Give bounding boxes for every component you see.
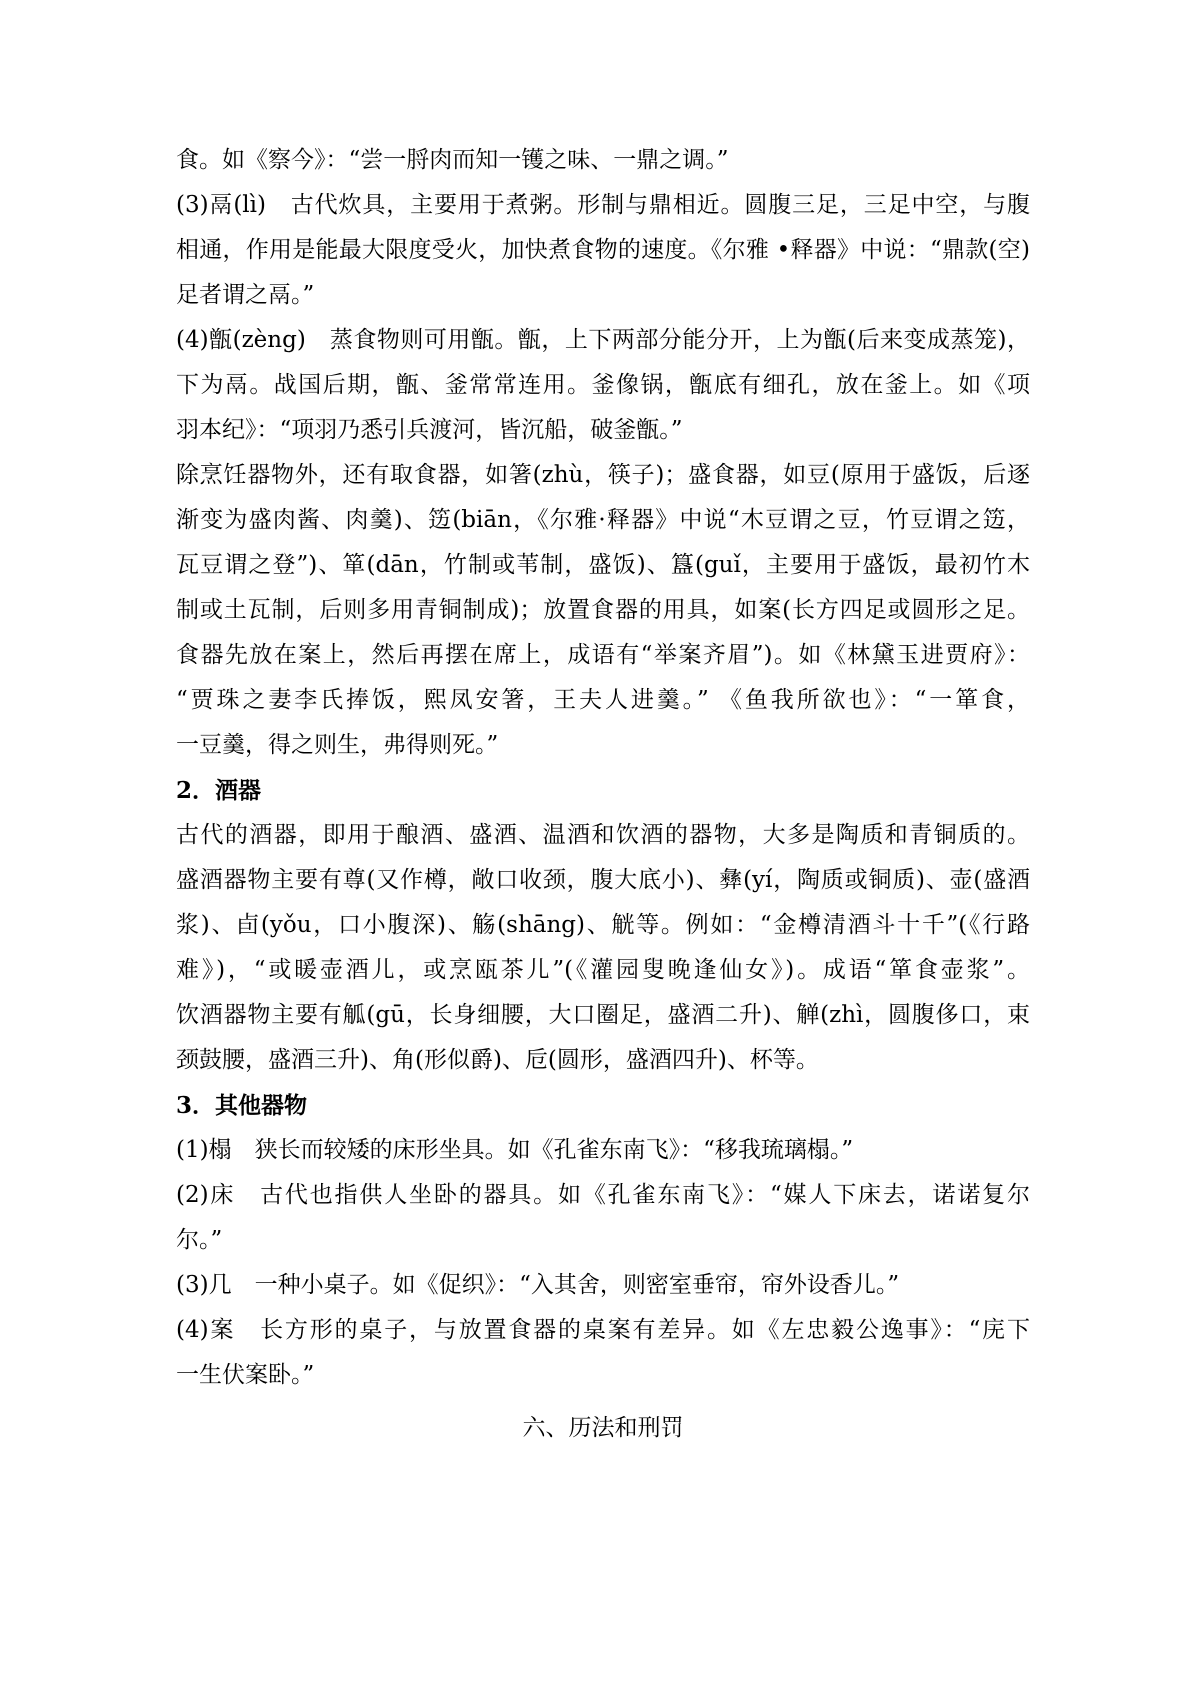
text-line: (4)案 长方形的桌子，与放置食器的桌案有差异。如《左忠毅公逸事》：“庑下 [176, 1317, 1030, 1343]
text-line: 食器先放在案上，然后再摆在席上，成语有“举案齐眉”)。如《林黛玉进贾府》： [176, 642, 1030, 668]
text-line: 渐变为盛肉酱、肉羹)、笾(biān，《尔雅·释器》中说“木豆谓之豆，竹豆谓之笾， [176, 507, 1030, 533]
chapter-heading: 六、历法和刑罚 [522, 1415, 684, 1441]
text-line: 尔。” [176, 1227, 223, 1253]
text-line: (4)甑(zèng) 蒸食物则可用甑。甑，上下两部分能分开，上为甑(后来变成蒸笼)， [176, 327, 1030, 353]
text-line: (2)床 古代也指供人坐卧的器具。如《孔雀东南飞》：“媒人下床去，诺诺复尔 [176, 1182, 1030, 1208]
text-line: 一生伏案卧。” [176, 1362, 315, 1388]
text-line: 古代的酒器，即用于酿酒、盛酒、温酒和饮酒的器物，大多是陶质和青铜质的。 [176, 822, 1030, 848]
text-line: 羽本纪》：“项羽乃悉引兵渡河，皆沉船，破釜甑。” [176, 417, 683, 443]
section-heading: 2．酒器 [176, 777, 262, 804]
text-line: (3)鬲(lì) 古代炊具，主要用于煮粥。形制与鼎相近。圆腹三足，三足中空，与腹 [176, 192, 1030, 218]
text-line: (1)榻 狭长而较矮的床形坐具。如《孔雀东南飞》：“移我琉璃榻。” [176, 1137, 854, 1163]
text-line: 颈鼓腰，盛酒三升)、角(形似爵)、卮(圆形，盛酒四升)、杯等。 [176, 1047, 819, 1073]
text-line: (3)几 一种小桌子。如《促织》：“入其舍，则密室垂帘，帘外设香儿。” [176, 1272, 900, 1298]
text-line: 浆)、卣(yǒu，口小腹深)、觞(shāng)、觥等。例如：“金樽清酒斗十千”(《行路 [176, 912, 1030, 938]
document-body [176, 138, 1030, 1451]
text-line: 难》)，“或暖壶酒儿，或烹瓯茶儿”(《灌园叟晚逢仙女》)。成语“箪食壶浆”。 [176, 957, 1030, 983]
text-line: 瓦豆谓之登”)、箪(dān，竹制或苇制，盛饭)、簋(guǐ，主要用于盛饭，最初竹木 [176, 552, 1030, 578]
text-line: 相通，作用是能最大限度受火，加快煮食物的速度。《尔雅 •释器》中说：“鼎款(空) [176, 237, 1030, 263]
text-line: “贾珠之妻李氏捧饭，熙凤安箸，王夫人进羹。” 《鱼我所欲也》：“一箪食， [176, 687, 1030, 713]
text-line: 足者谓之鬲。” [176, 282, 315, 308]
text-line: 饮酒器物主要有觚(gū，长身细腰，大口圈足，盛酒二升)、觯(zhì，圆腹侈口，束 [176, 1002, 1030, 1028]
text-line: 除烹饪器物外，还有取食器，如箸(zhù，筷子)；盛食器，如豆(原用于盛饭，后逐 [176, 462, 1030, 488]
text-line: 食。如《察今》：“尝一脟肉而知一镬之味、一鼎之调。” [176, 147, 729, 173]
text-line: 下为鬲。战国后期，甑、釜常常连用。釜像锅，甑底有细孔，放在釜上。如《项 [176, 372, 1030, 398]
text-line: 一豆羹，得之则生，弗得则死。” [176, 732, 499, 758]
text-line: 制或土瓦制，后则多用青铜制成)；放置食器的用具，如案(长方四足或圆形之足。 [176, 597, 1030, 623]
section-heading: 3．其他器物 [176, 1092, 308, 1119]
text-line: 盛酒器物主要有尊(又作樽，敞口收颈，腹大底小)、彝(yí，陶质或铜质)、壶(盛酒 [176, 867, 1030, 893]
